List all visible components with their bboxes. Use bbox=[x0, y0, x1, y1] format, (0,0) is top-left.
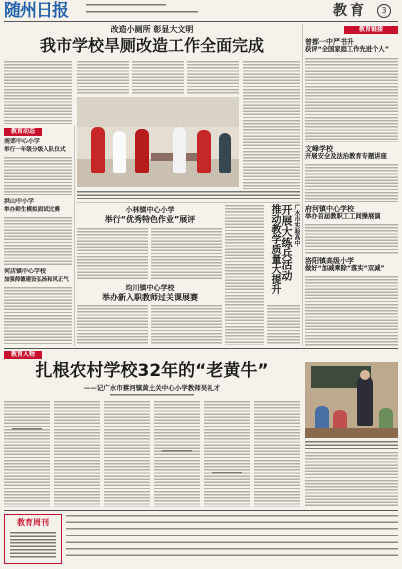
sidebar-headline bbox=[305, 38, 398, 54]
footer-info-lines bbox=[66, 515, 398, 561]
center-org: 均川镇中心学校 bbox=[125, 284, 175, 292]
lead-body-column bbox=[132, 61, 184, 94]
photo-teacher-head bbox=[360, 370, 370, 380]
feature-photo-caption bbox=[305, 441, 398, 449]
lead-photo-caption bbox=[77, 191, 300, 199]
center-narrow-column bbox=[225, 205, 264, 345]
photo-figure-white bbox=[173, 127, 186, 173]
sidebar-title: 做好“加减乘除”落实“双减” bbox=[305, 265, 385, 272]
photo-desk bbox=[305, 428, 398, 438]
feature-body-column bbox=[54, 401, 100, 507]
people-tag: 教育人物 bbox=[4, 351, 42, 359]
photo-figure-dark bbox=[219, 133, 231, 173]
photo-figure-white bbox=[113, 131, 126, 173]
news-body bbox=[4, 217, 72, 265]
feature-subheading bbox=[162, 450, 192, 452]
sidebar-headline bbox=[305, 145, 398, 161]
feature-body-column bbox=[305, 452, 398, 507]
footer-label: 教育周刊 bbox=[17, 518, 49, 527]
photo-wall-panel bbox=[77, 97, 239, 127]
feature-rule bbox=[4, 348, 398, 349]
news-title: 举行一年级分级入队仪式 bbox=[4, 147, 66, 153]
feature-byline bbox=[110, 394, 194, 396]
footer-box-lines bbox=[10, 532, 56, 558]
sidebar-body bbox=[305, 276, 398, 346]
center-body bbox=[77, 305, 148, 345]
lead-body-column bbox=[4, 61, 72, 124]
lead-body-column bbox=[187, 61, 239, 94]
photo-figure-red bbox=[197, 130, 211, 173]
section-divider bbox=[77, 202, 300, 203]
page-number: 3 bbox=[377, 4, 391, 18]
editor-credit-line bbox=[86, 11, 198, 13]
sidebar-body bbox=[305, 58, 398, 142]
vertical-story-body bbox=[267, 305, 300, 345]
news-org: 洪山中小学 bbox=[4, 198, 35, 205]
issue-date-line bbox=[86, 4, 166, 6]
feature-subheading bbox=[212, 472, 242, 474]
center-headline bbox=[77, 284, 223, 303]
photo-figure-red bbox=[135, 129, 149, 173]
vertical-org: 广水市实验高中 bbox=[293, 204, 300, 246]
feature-body-column bbox=[154, 401, 200, 507]
column-divider bbox=[74, 126, 75, 346]
news-headline bbox=[4, 268, 72, 284]
sidebar-title: 举办首届教职工工间操展演 bbox=[305, 213, 381, 220]
sidebar-org: 府河镇中心学校 bbox=[305, 205, 354, 213]
feature-body-column bbox=[104, 401, 150, 507]
sidebar-headline bbox=[305, 257, 398, 273]
center-org: 小林镇中心小学 bbox=[125, 206, 175, 214]
lead-photo bbox=[77, 97, 239, 187]
footer-rule bbox=[4, 510, 398, 511]
news-body bbox=[4, 157, 72, 195]
center-title: 举行“优秀特色作业”展评 bbox=[104, 215, 196, 224]
news-tag: 教育动态 bbox=[4, 128, 42, 136]
vertical-title-line: 开展大练兵活动 bbox=[280, 204, 293, 281]
lead-headline: 我市学校旱厕改造工作全面完成 bbox=[39, 36, 264, 55]
sidebar-title: 获评“全国家庭工作先进个人” bbox=[305, 46, 389, 53]
center-body bbox=[77, 228, 148, 280]
feature-headline: 扎根农村学校32年的“老黄牛” bbox=[35, 361, 269, 381]
sidebar-title: 开展安全及法治教育专题讲座 bbox=[305, 153, 387, 160]
feature-subheading bbox=[12, 428, 42, 430]
news-org: 南郊中心小学 bbox=[4, 138, 41, 145]
news-headline bbox=[4, 138, 72, 154]
center-body bbox=[151, 305, 222, 345]
news-title: 举办师生模拟面试比赛 bbox=[4, 207, 60, 213]
sidebar-headline bbox=[305, 205, 398, 221]
lead-kicker: 改造小厕所 彰显大文明 bbox=[110, 25, 194, 34]
feature-body-column bbox=[254, 401, 300, 507]
sidebar-org: 曾都一中严书升 bbox=[305, 38, 354, 46]
vertical-title-line: 推动教学质量大提升 bbox=[269, 204, 280, 294]
feature-photo bbox=[305, 362, 398, 438]
photo-figure-red bbox=[91, 127, 105, 173]
vertical-headline bbox=[267, 204, 300, 302]
link-tag: 教育链接 bbox=[344, 26, 398, 34]
header-rule bbox=[4, 21, 398, 22]
sidebar-body bbox=[305, 224, 398, 254]
feature-body-column bbox=[204, 401, 250, 507]
center-headline bbox=[77, 206, 223, 225]
footer-box bbox=[4, 514, 62, 564]
news-headline bbox=[4, 198, 72, 214]
lead-body-column bbox=[77, 61, 129, 94]
center-body bbox=[151, 228, 222, 280]
news-org: 何店镇中心学校 bbox=[4, 268, 47, 275]
sidebar-org: 文峰学校 bbox=[305, 145, 333, 153]
news-body bbox=[4, 287, 72, 344]
masthead: 随州日报 bbox=[4, 1, 68, 21]
feature-subtitle: ——记广水市蔡河镇黄土关中心小学教师吴礼才 bbox=[83, 384, 221, 392]
sidebar-body bbox=[305, 164, 398, 202]
column-divider bbox=[302, 24, 303, 346]
sidebar-org: 洛阳镇高级小学 bbox=[305, 257, 354, 265]
photo-teacher bbox=[357, 376, 373, 426]
center-title: 举办新入职教师过关课展赛 bbox=[102, 293, 198, 302]
feature-body-column bbox=[4, 401, 50, 507]
news-title: 加强师德建设弘扬和风正气 bbox=[4, 277, 69, 283]
section-title: 教育 bbox=[333, 3, 367, 19]
lead-body-column bbox=[243, 61, 300, 189]
